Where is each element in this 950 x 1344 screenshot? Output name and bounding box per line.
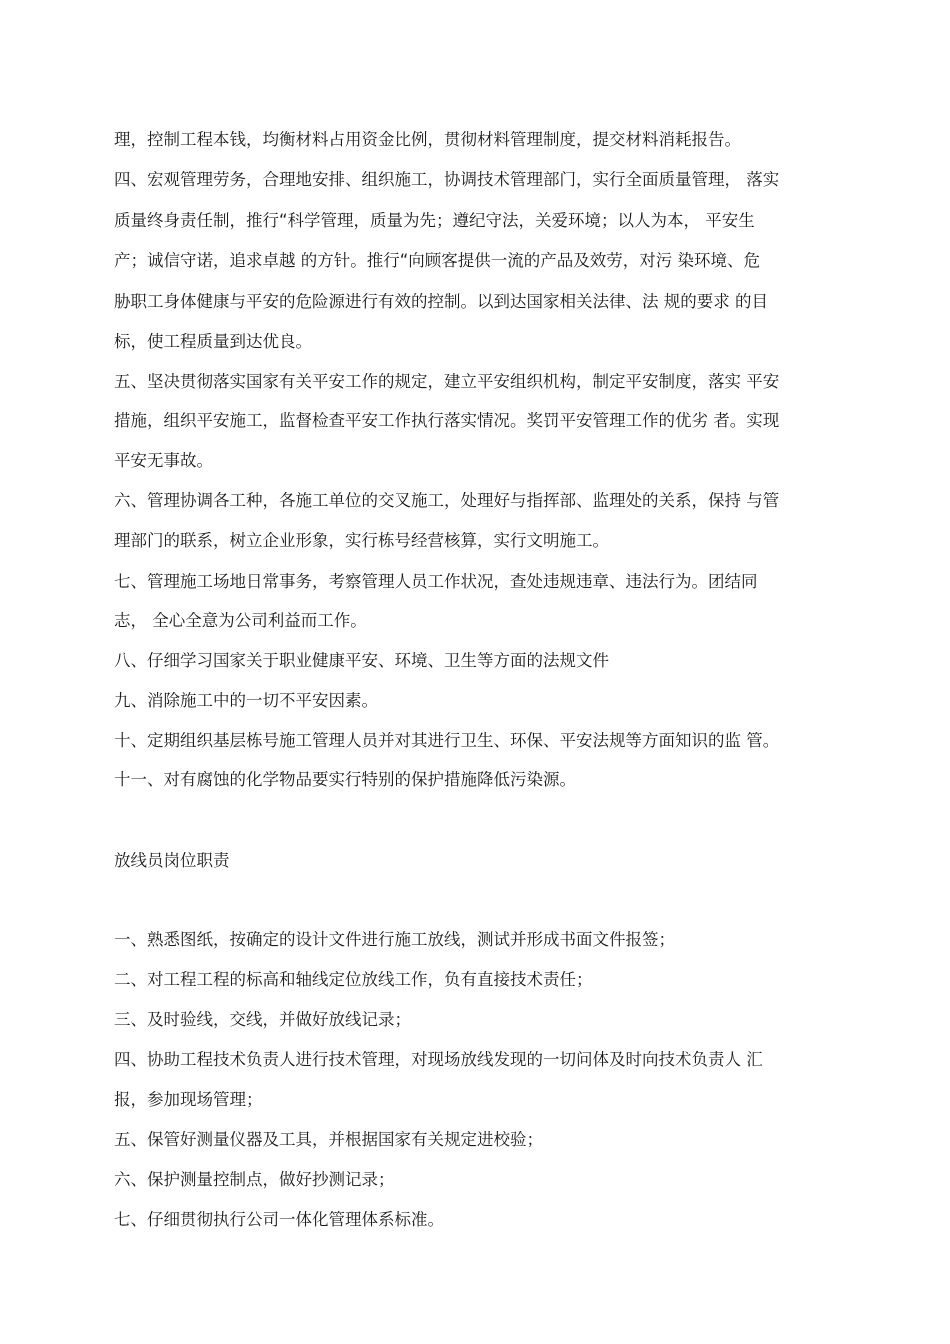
section-line: 三、及时验线，交线，并做好放线记录；: [114, 1010, 411, 1029]
section-title: 放线员岗位职责: [114, 851, 230, 870]
section-line: 报，参加现场管理；: [114, 1090, 263, 1109]
section-line: 四、协助工程技术负责人进行技术管理，对现场放线发现的一切问体及时向技术负责人 汇: [114, 1050, 763, 1069]
text-line: 平安无事故。: [114, 451, 213, 470]
text-line: 产；诚信守诺，追求卓越 的方针。推行“向顾客提供一流的产品及效劳，对污 染环境、危: [114, 251, 761, 270]
text-line: 理，控制工程本钱，均衡材料占用资金比例，贯彻材料管理制度，提交材料消耗报告。: [114, 130, 741, 149]
text-line: 五、坚决贯彻落实国家有关平安工作的规定，建立平安组织机构，制定平安制度，落实 平安: [114, 372, 780, 391]
text-line: 十一、对有腐蚀的化学物品要实行特别的保护措施降低污染源。: [114, 770, 576, 789]
text-line: 六、管理协调各工种，各施工单位的交叉施工，处理好与指挥部、监理处的关系，保持 与管: [114, 491, 780, 510]
text-line: 七、管理施工场地日常事务，考察管理人员工作状况，查处违规违章、违法行为。团结同: [114, 572, 758, 591]
section-line: 七、仔细贯彻执行公司一体化管理体系标准。: [114, 1210, 444, 1229]
section-line: 一、熟悉图纸，按确定的设计文件进行施工放线，测试并形成书面文件报签；: [114, 930, 675, 949]
text-line: 标，使工程质量到达优良。: [114, 332, 312, 351]
section-line: 二、对工程工程的标高和轴线定位放线工作，负有直接技术责任；: [114, 970, 593, 989]
text-line: 八、仔细学习国家关于职业健康平安、环境、卫生等方面的法规文件: [114, 651, 609, 670]
text-line: 志， 全心全意为公司利益而工作。: [114, 611, 367, 630]
text-line: 四、宏观管理劳务，合理地安排、组织施工，协调技术管理部门，实行全面质量管理， 落实: [114, 170, 780, 189]
section-line: 六、保护测量控制点，做好抄测记录；: [114, 1170, 395, 1189]
text-line: 胁职工身体健康与平安的危险源进行有效的控制。以到达国家相关法律、法 规的要求 的目: [114, 292, 768, 311]
text-line: 十、定期组织基层栋号施工管理人员并对其进行卫生、环保、平安法规等方面知识的监 管。: [114, 731, 780, 750]
text-line: 九、消除施工中的一切不平安因素。: [114, 691, 378, 710]
text-line: 措施，组织平安施工，监督检查平安工作执行落实情况。奖罚平安管理工作的优劣 者。实现: [114, 411, 780, 430]
text-line: 理部门的联系，树立企业形象，实行栋号经营核算，实行文明施工。: [114, 531, 609, 550]
text-line: 质量终身责任制，推行“科学管理，质量为先；遵纪守法，关爱环境；以人为本， 平安生: [114, 211, 755, 230]
section-line: 五、保管好测量仪器及工具，并根据国家有关规定进校验；: [114, 1130, 543, 1149]
